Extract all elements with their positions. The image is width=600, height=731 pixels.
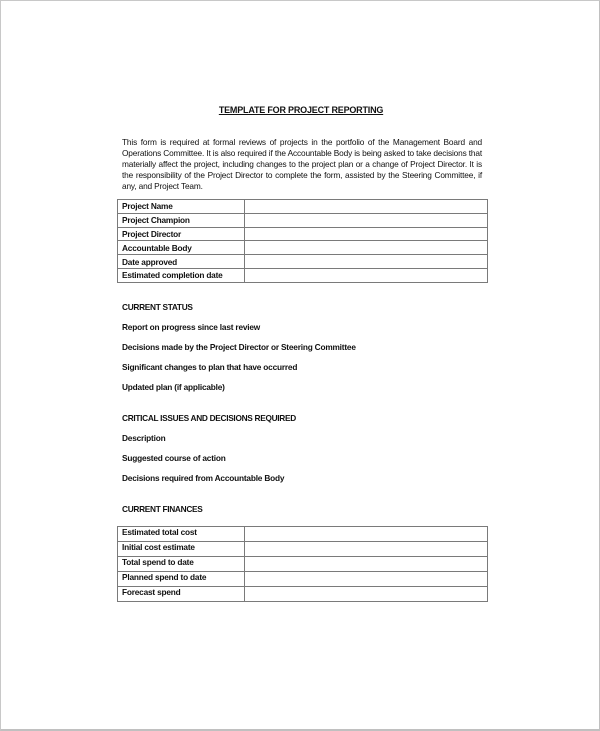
current-status-heading: CURRENT STATUS [122,302,193,312]
status-item-changes: Significant changes to plan that have occurred [122,362,298,372]
estimated-completion-date-label: Estimated completion date [118,268,245,282]
table-row [118,213,488,227]
table-row [118,255,488,269]
status-item-updated-plan: Updated plan (if applicable) [122,382,225,392]
table-row [118,527,488,542]
initial-cost-estimate-label: Initial cost estimate [118,542,245,557]
intro-paragraph: This form is required at formal reviews of projects in the portfolio of the Management Board and Operations Committee. It is also required if the Accountable Body is being asked to take decisions that materially affect the project, including changes to the project plan or a change of Project Director. It is the responsibility of the Project Director to complete the form, assisted by the Steering Committee, if any, and Project Team. [122,137,482,191]
project-director-field[interactable] [245,227,488,241]
table-row [118,268,488,282]
project-name-field[interactable] [245,200,488,214]
estimated-total-cost-field[interactable] [245,527,488,542]
initial-cost-estimate-field[interactable] [245,542,488,557]
status-item-decisions: Decisions made by the Project Director or Steering Committee [122,342,356,352]
accountable-body-label: Accountable Body [118,241,245,255]
table-row [118,557,488,572]
document-title: TEMPLATE FOR PROJECT REPORTING [218,105,384,115]
table-row [118,241,488,255]
estimated-completion-date-field[interactable] [245,268,488,282]
forecast-spend-field[interactable] [245,587,488,602]
project-director-label: Project Director [118,227,245,241]
estimated-total-cost-label: Estimated total cost [118,527,245,542]
critical-item-description: Description [122,433,166,443]
current-finances-heading: CURRENT FINANCES [122,504,203,514]
table-row [118,542,488,557]
table-row [118,227,488,241]
total-spend-to-date-field[interactable] [245,557,488,572]
table-row [118,572,488,587]
finances-table [117,526,488,602]
date-approved-label: Date approved [118,255,245,269]
accountable-body-field[interactable] [245,241,488,255]
project-name-label: Project Name [118,200,245,214]
project-champion-field[interactable] [245,213,488,227]
total-spend-to-date-label: Total spend to date [118,557,245,572]
table-row [118,200,488,214]
project-champion-label: Project Champion [118,213,245,227]
date-approved-field[interactable] [245,255,488,269]
critical-item-decisions-required: Decisions required from Accountable Body [122,473,285,483]
project-details-table [117,199,488,283]
table-row [118,587,488,602]
forecast-spend-label: Forecast spend [118,587,245,602]
planned-spend-to-date-label: Planned spend to date [118,572,245,587]
planned-spend-to-date-field[interactable] [245,572,488,587]
critical-issues-heading: CRITICAL ISSUES AND DECISIONS REQUIRED [122,413,296,423]
status-item-progress: Report on progress since last review [122,322,261,332]
critical-item-suggested-action: Suggested course of action [122,453,226,463]
